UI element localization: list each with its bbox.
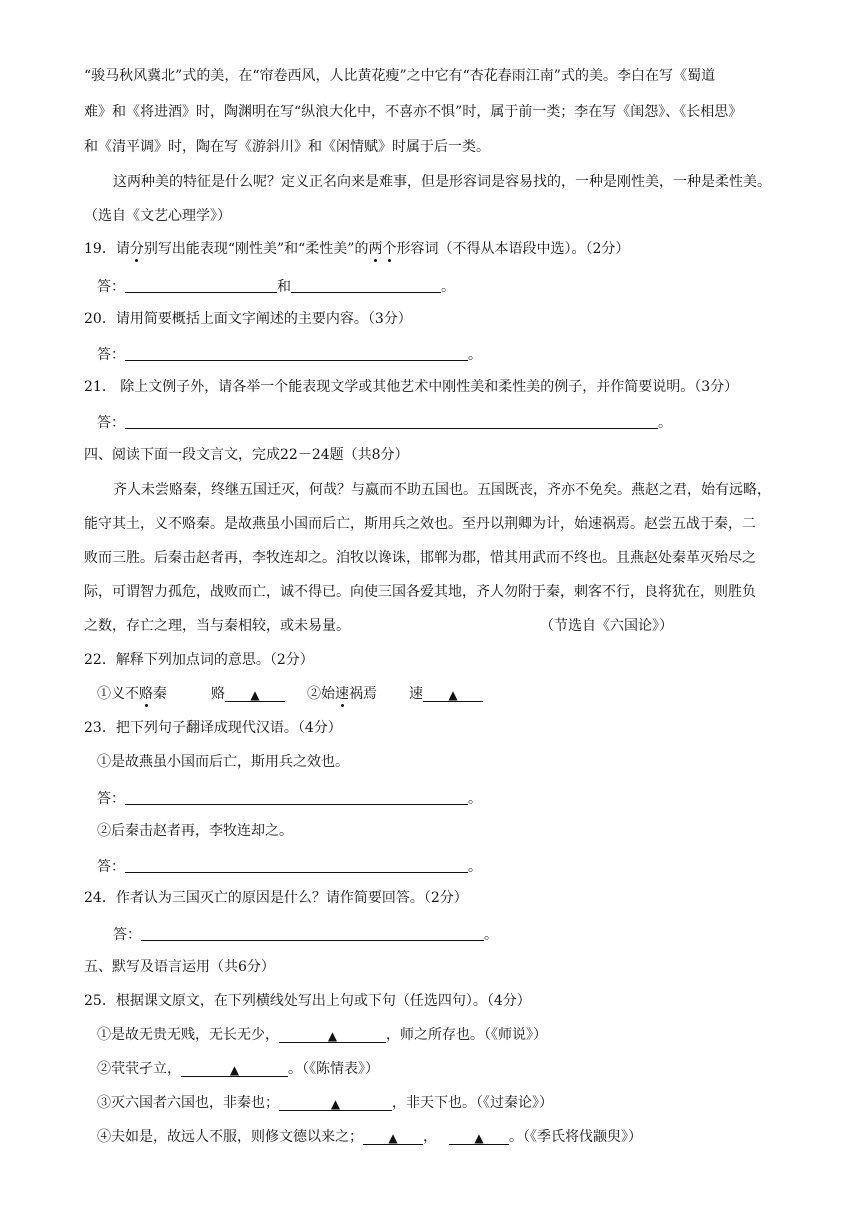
section-4-title: 四、阅读下面一段文言文，完成22－24题（共8分） xyxy=(84,447,409,463)
classical-text-line3: 败而三胜。后秦击赵者再，李牧连却之。洎牧以谗诛，邯郸为郡，惜其用武而不终也。且燕赵处秦革灭殆尽之 xyxy=(84,550,756,566)
q25-blank-4b[interactable] xyxy=(449,1129,509,1145)
triangle-icon: ▲ xyxy=(250,688,260,702)
q25-item-2: ②茕茕孑立， ▲ 。（《陈情表》） xyxy=(97,1061,379,1077)
triangle-icon: ▲ xyxy=(327,1029,338,1043)
q21-blank[interactable] xyxy=(125,413,658,429)
question-23: 23．把下列句子翻译成现代汉语。（4分） xyxy=(84,720,342,736)
q22-items: ①义不赂秦 赂 ▲ ②始速祸焉 速 ▲ xyxy=(97,684,483,704)
q23-sentence-1: ①是故燕虽小国而后亡，斯用兵之效也。 xyxy=(97,754,349,770)
question-22: 22．解释下列加点词的意思。（2分） xyxy=(84,652,314,668)
passage1-source: （选自《文艺心理学》） xyxy=(84,208,231,224)
dotted-char: 赂 xyxy=(139,686,153,702)
q25-item-1: ①是故无贵无贱，无长无少， ▲ ，师之所存也。（《师说》） xyxy=(97,1027,547,1043)
passage1-line1: “骏马秋风冀北”式的美，在“帘卷西风，人比黄花瘦”之中它有“杏花春雨江南”式的美。李白在写《蜀道 xyxy=(84,68,715,84)
q19-answer-row: 答： 和 。 xyxy=(97,279,455,295)
q24-blank[interactable] xyxy=(141,925,484,941)
q23-blank-2[interactable] xyxy=(125,857,468,873)
q20-blank[interactable] xyxy=(125,345,468,361)
question-24: 24．作者认为三国灭亡的原因是什么？请作简要回答。（2分） xyxy=(84,890,468,906)
q23-answer-row-2: 答： 。 xyxy=(97,859,482,875)
q25-blank-4a[interactable] xyxy=(363,1129,423,1145)
classical-text-source: （节选自《六国论》） xyxy=(540,618,673,634)
question-21: 21. 除上文例子外，请各举一个能表现文学或其他艺术中刚性美和柔性美的例子，并作简要说明。（3分） xyxy=(84,379,739,395)
dotted-char: 两 xyxy=(368,241,383,257)
q25-blank-2[interactable] xyxy=(181,1061,288,1077)
triangle-icon: ▲ xyxy=(330,1097,341,1111)
q25-item-3: ③灭六国者六国也，非秦也； ▲ ，非天下也。（《过秦论》） xyxy=(97,1095,553,1111)
passage1-line3: 和《清平调》时，陶在写《游斜川》和《闲情赋》时属于后一类。 xyxy=(84,139,490,155)
q19-blank-1[interactable] xyxy=(125,277,277,293)
question-20: 20．请用简要概括上面文字阐述的主要内容。（3分） xyxy=(84,311,412,327)
q22-blank-1[interactable] xyxy=(225,686,285,702)
dotted-char: 速 xyxy=(335,686,349,702)
q20-answer-row: 答： 。 xyxy=(97,347,482,363)
q25-blank-1[interactable] xyxy=(279,1027,386,1043)
classical-text-line2: 能守其土，义不赂秦。是故燕虽小国而后亡，斯用兵之效也。至丹以荆卿为计，始速祸焉。赵尝五战于秦，二 xyxy=(84,516,756,532)
q23-sentence-2: ②后秦击赵者再，李牧连却之。 xyxy=(97,823,293,839)
q23-answer-row-1: 答： 。 xyxy=(97,791,482,807)
question-25: 25．根据课文原文，在下列横线处写出上句或下句（任选四句）。（4分） xyxy=(84,993,531,1009)
dotted-char: 分 xyxy=(129,241,144,257)
question-19: 19．请分别写出能表现“刚性美”和“柔性美”的两个形容词（不得从本语段中选）。（2分） xyxy=(84,241,630,257)
dotted-char: 个 xyxy=(382,241,397,257)
passage1-line2: 难》和《将进酒》时，陶渊明在写“纵浪大化中，不喜亦不惧”时，属于前一类；李在写《闺怨》、《长相思》 xyxy=(84,104,743,120)
q22-blank-2[interactable] xyxy=(423,686,483,702)
passage1-para2-line1: 这两种美的特征是什么呢？定义正名向来是难事，但是形容词是容易找的，一种是刚性美，一种是柔性美。 xyxy=(113,174,771,190)
classical-text-line1: 齐人未尝赂秦，终继五国迁灭，何哉？与嬴而不助五国也。五国既丧，齐亦不免矣。燕赵之君，始有远略， xyxy=(113,482,771,498)
q24-answer-row: 答： 。 xyxy=(113,927,498,943)
classical-text-line4: 际，可谓智力孤危，战败而亡，诚不得已。向使三国各爱其地，齐人勿附于秦，刺客不行，良将犹在，则胜负 xyxy=(84,584,756,600)
triangle-icon: ▲ xyxy=(388,1131,398,1145)
triangle-icon: ▲ xyxy=(448,688,458,702)
q25-item-4: ④夫如是，故远人不服，则修文德以来之； ▲ ， ▲ 。（《季氏将伐颛臾》） xyxy=(97,1129,642,1145)
classical-text-line5: 之数，存亡之理，当与秦相较，或未易量。 xyxy=(84,618,350,634)
q25-blank-3[interactable] xyxy=(279,1095,392,1111)
q19-blank-2[interactable] xyxy=(291,277,441,293)
triangle-icon: ▲ xyxy=(474,1131,484,1145)
q23-blank-1[interactable] xyxy=(125,789,468,805)
triangle-icon: ▲ xyxy=(229,1063,240,1077)
q21-answer-row: 答： 。 xyxy=(97,415,672,431)
section-5-title: 五、默写及语言运用（共6分） xyxy=(84,959,275,975)
